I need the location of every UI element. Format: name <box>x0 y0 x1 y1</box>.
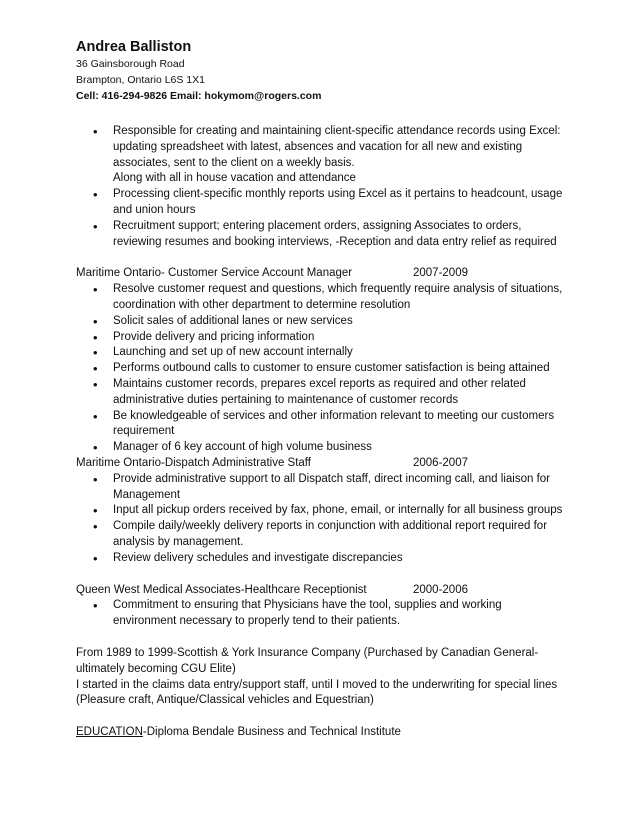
job-years: 2007-2009 <box>413 267 468 280</box>
list-item <box>76 124 568 187</box>
list-item: • Launching and set up of new account internally <box>76 345 568 361</box>
history-paragraph: From 1989 to 1999-Scottish & York Insurance Company (Purchased by Canadian General-ultimately becoming CGU Elite) <box>76 646 539 675</box>
list-item: • Manager of 6 key account of high volume business <box>76 440 568 456</box>
job-years: 2006-2007 <box>413 456 468 469</box>
job-heading <box>76 583 568 599</box>
list-item: • Recruitment support; entering placement orders, assigning Associates to orders, reviewing resumes and booking interviews, -Reception and data entry relief as required <box>76 219 568 251</box>
list-item: • Compile daily/weekly delivery reports in conjunction with additional report required for analysis by management. <box>76 519 568 551</box>
address-line-2: Brampton, Ontario L6S 1X1 <box>76 74 205 86</box>
address-line-1: 36 Gainsborough Road <box>76 58 185 70</box>
list-item: • Solicit sales of additional lanes or new services <box>76 314 568 330</box>
list-item: • Input all pickup orders received by fax, phone, email, or internally for all business groups <box>76 503 568 519</box>
job-title: Maritime Ontario-Dispatch Administrative Staff <box>76 456 311 469</box>
list-item: • Provide delivery and pricing information <box>76 330 568 346</box>
contact-line: Cell: 416-294-9826 Email: hokymom@rogers.com <box>76 90 322 102</box>
education-line <box>76 725 568 741</box>
education-label: EDUCATION <box>76 726 143 739</box>
list-item: • Commitment to ensuring that Physicians have the tool, supplies and working environment necessary to properly tend to their patients. <box>76 598 568 630</box>
job-heading <box>76 266 568 282</box>
job-bullet-list <box>76 282 568 456</box>
job-title: Queen West Medical Associates-Healthcare Receptionist <box>76 583 367 596</box>
list-item: • Maintains customer records, prepares excel reports as required and other related administrative duties pertaining to maintenance of customer records <box>76 377 568 409</box>
list-item: • Processing client-specific monthly reports using Excel as it pertains to headcount, usage and union hours <box>76 187 568 219</box>
list-item: • Be knowledgeable of services and other information relevant to meeting our customers requirement <box>76 409 568 441</box>
resume-header <box>76 38 321 104</box>
list-item: • Performs outbound calls to customer to ensure customer satisfaction is being attained <box>76 361 568 377</box>
job-years: 2000-2006 <box>413 583 468 596</box>
job-title: Maritime Ontario- Customer Service Account Manager <box>76 267 353 280</box>
bullet-extra-text: Along with all in house vacation and attendance <box>113 172 356 185</box>
history-paragraph-2: I started in the claims data entry/support staff, until I moved to the underwriting for special lines (Pleasure craft, Antique/Classical vehicles and Equestrian) <box>76 678 558 707</box>
job-bullet-list <box>76 598 568 630</box>
resume-body <box>76 124 568 741</box>
job-heading <box>76 456 568 472</box>
applicant-name: Andrea Balliston <box>76 39 192 55</box>
list-item: • Resolve customer request and questions, which frequently require analysis of situations, coordination with other department to determine resolution <box>76 282 568 314</box>
intro-bullet-list <box>76 124 568 250</box>
education-text: -Diploma Bendale Business and Technical Institute <box>142 726 401 739</box>
list-item: • Review delivery schedules and investigate discrepancies <box>76 551 568 567</box>
bullet-text: Responsible for creating and maintaining client-specific attendance records using Excel: updating spreadsheet with latest, absences and vacation for all new and existing associates, sent to the client on a weekly basis. <box>113 125 561 169</box>
list-item: • Provide administrative support to all Dispatch staff, direct incoming call, and liaison for Management <box>76 472 568 504</box>
job-bullet-list <box>76 472 568 567</box>
